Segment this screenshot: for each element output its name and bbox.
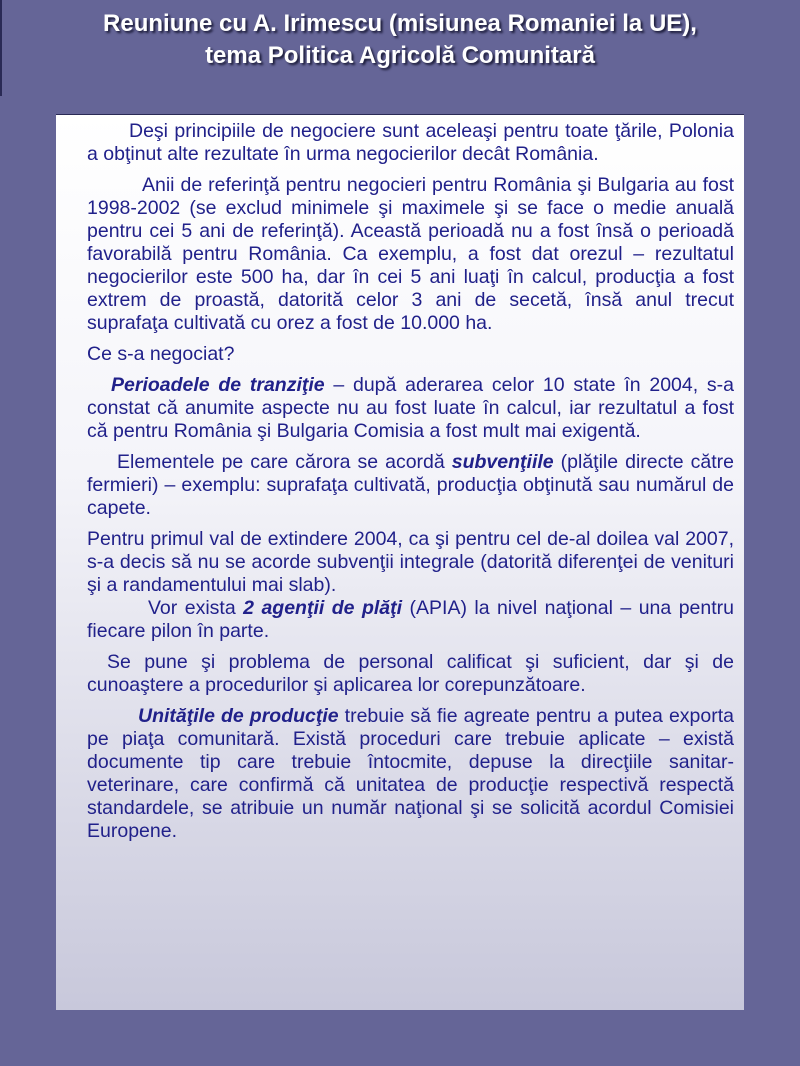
paragraph-2: Anii de referinţă pentru negocieri pentru România şi Bulgaria au fost 1998-2002 (se exclud minimele şi maximele şi se face o medie anuală pentru cei 5 ani de referinţă). Această perioadă nu a fost însă o perioadă favorabilă pentru România. Ca exemplu, a fost dat orezul – rezultatul negocierilor este 500 ha, dar în cei 5 ani luaţi în calcul, producţia a fost extrem de proastă, datorită celor 3 ani de secetă, însă anul trecut suprafaţa cultivată cu orez a fost de 10.000 ha. <box>87 174 734 334</box>
emphasis-perioadele: Perioadele de tranziţie <box>111 374 325 396</box>
paragraph-8: Se pune şi problema de personal calificat şi suficient, dar şi de cunoaştere a procedurilor şi aplicarea lor corepunzătoare. <box>87 651 734 696</box>
paragraph-4: Perioadele de tranziţie – după aderarea celor 10 state în 2004, s-a constat că anumite aspecte nu au fost luate în calcul, iar rezultatul a fost că pentru România şi Bulgaria Comisia a fost mult mai exigentă. <box>87 374 734 442</box>
paragraph-3: Ce s-a negociat? <box>87 343 235 365</box>
paragraph-6: Pentru primul val de extindere 2004, ca şi pentru cel de-al doilea val 2007, s-a decis să nu se acorde subvenţii integrale (datorită diferenţei de venituri şi a randamentului mai slab). <box>87 528 734 596</box>
title-line-2: tema Politica Agricolă Comunitară <box>205 42 595 69</box>
paragraph-9: Unităţile de producţie trebuie să fie agreate pentru a putea exporta pe piaţa comunitară. Există proceduri care trebuie aplicate – există documente tip care trebuie întocmite, depuse la direcţiile sanitar-veterinare, care confirmă că unitatea de producţie respectivă respectă standardele, se atribuie un număr naţional şi se solicită acordul Comisiei Europene. <box>87 705 734 842</box>
emphasis-unitatile: Unităţile de producţie <box>138 705 339 727</box>
paragraph-7: Vor exista 2 agenţii de plăţi (APIA) la nivel naţional – una pentru fiecare pilon în parte. <box>87 597 734 642</box>
emphasis-agentii: 2 agenţii de plăţi <box>243 597 403 619</box>
paragraph-5: Elementele pe care cărora se acordă subvenţiile (plăţile directe către fermieri) – exemplu: suprafaţa cultivată, producţia obţinută sau numărul de capete. <box>87 451 735 519</box>
left-border-line <box>0 0 2 96</box>
title-line-1: Reuniune cu A. Irimescu (misiunea Romaniei la UE), <box>103 10 697 37</box>
content-panel <box>56 114 744 1010</box>
slide-title <box>10 8 790 72</box>
paragraph-1: Deşi principiile de negociere sunt aceleaşi pentru toate ţările, Polonia a obţinut alte rezultate în urma negocierilor decât România. <box>87 120 734 165</box>
content-text <box>87 120 734 843</box>
emphasis-subventiile: subvenţiile <box>451 451 554 473</box>
